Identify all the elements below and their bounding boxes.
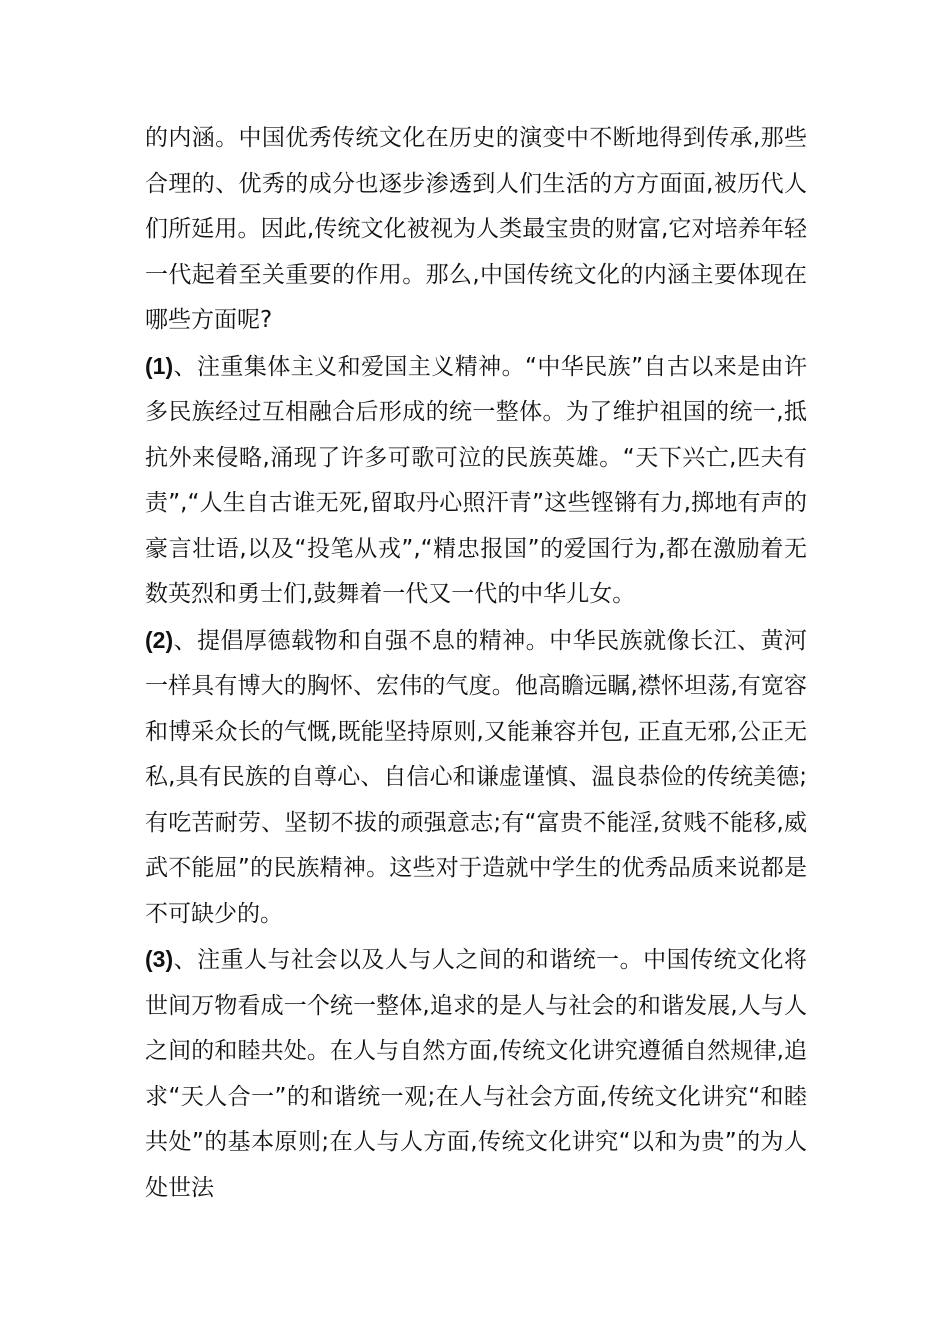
- paragraph-point-1: [145, 344, 807, 618]
- paragraph-intro: [145, 116, 807, 344]
- paragraph-number: (3): [145, 946, 174, 972]
- paragraph-point-3: [145, 937, 807, 1211]
- paragraph-text: 、提倡厚德载物和自强不息的精神。中华民族就像长江、黄河一样具有博大的胸怀、宏伟的气度。他高瞻远瞩,襟怀坦荡,有宽容和博采众长的气慨,既能坚持原则,又能兼容并包, 正直无邪,公正无私,具有民族的自尊心、自信心和谦虚谨慎、温良恭俭的传统美德;有吃苦耐劳、坚韧不拔的顽强意志;有“富贵不能淫,贫贱不能移,威武不能屈”的民族精神。这些对于造就中学生的优秀品质来说都是不可缺少的。: [145, 627, 807, 927]
- paragraph-number: (1): [145, 352, 174, 379]
- paragraph-text: 的内涵。中国优秀传统文化在历史的演变中不断地得到传承,那些合理的、优秀的成分也逐步渗透到人们生活的方方面面,被历代人们所延用。因此,传统文化被视为人类最宝贵的财富,它对培养年轻一代起着至关重要的作用。那么,中国传统文化的内涵主要体现在哪些方面呢?: [145, 125, 807, 333]
- paragraph-text: 、注重集体主义和爱国主义精神。“中华民族”自古以来是由许多民族经过互相融合后形成的统一整体。为了维护祖国的统一,抵抗外来侵略,涌现了许多可歌可泣的民族英雄。“天下兴亡,匹夫有责”,“人生自古谁无死,留取丹心照汗青”这些铿锵有力,掷地有声的豪言壮语,以及“投笔从戎”,“精忠报国”的爱国行为,都在激励着无数英烈和勇士们,鼓舞着一代又一代的中华儿女。: [145, 353, 807, 607]
- document-body: [145, 116, 807, 1211]
- paragraph-text: 、注重人与社会以及人与人之间的和谐统一。中国传统文化将世间万物看成一个统一整体,追求的是人与社会的和谐发展,人与人之间的和睦共处。在人与自然方面,传统文化讲究遵循自然规律,追求“天人合一”的和谐统一观;在人与社会方面,传统文化讲究“和睦共处”的基本原则;在人与人方面,传统文化讲究“以和为贵”的为人处世法: [145, 947, 807, 1201]
- paragraph-point-2: [145, 618, 807, 938]
- paragraph-number: (2): [145, 626, 174, 653]
